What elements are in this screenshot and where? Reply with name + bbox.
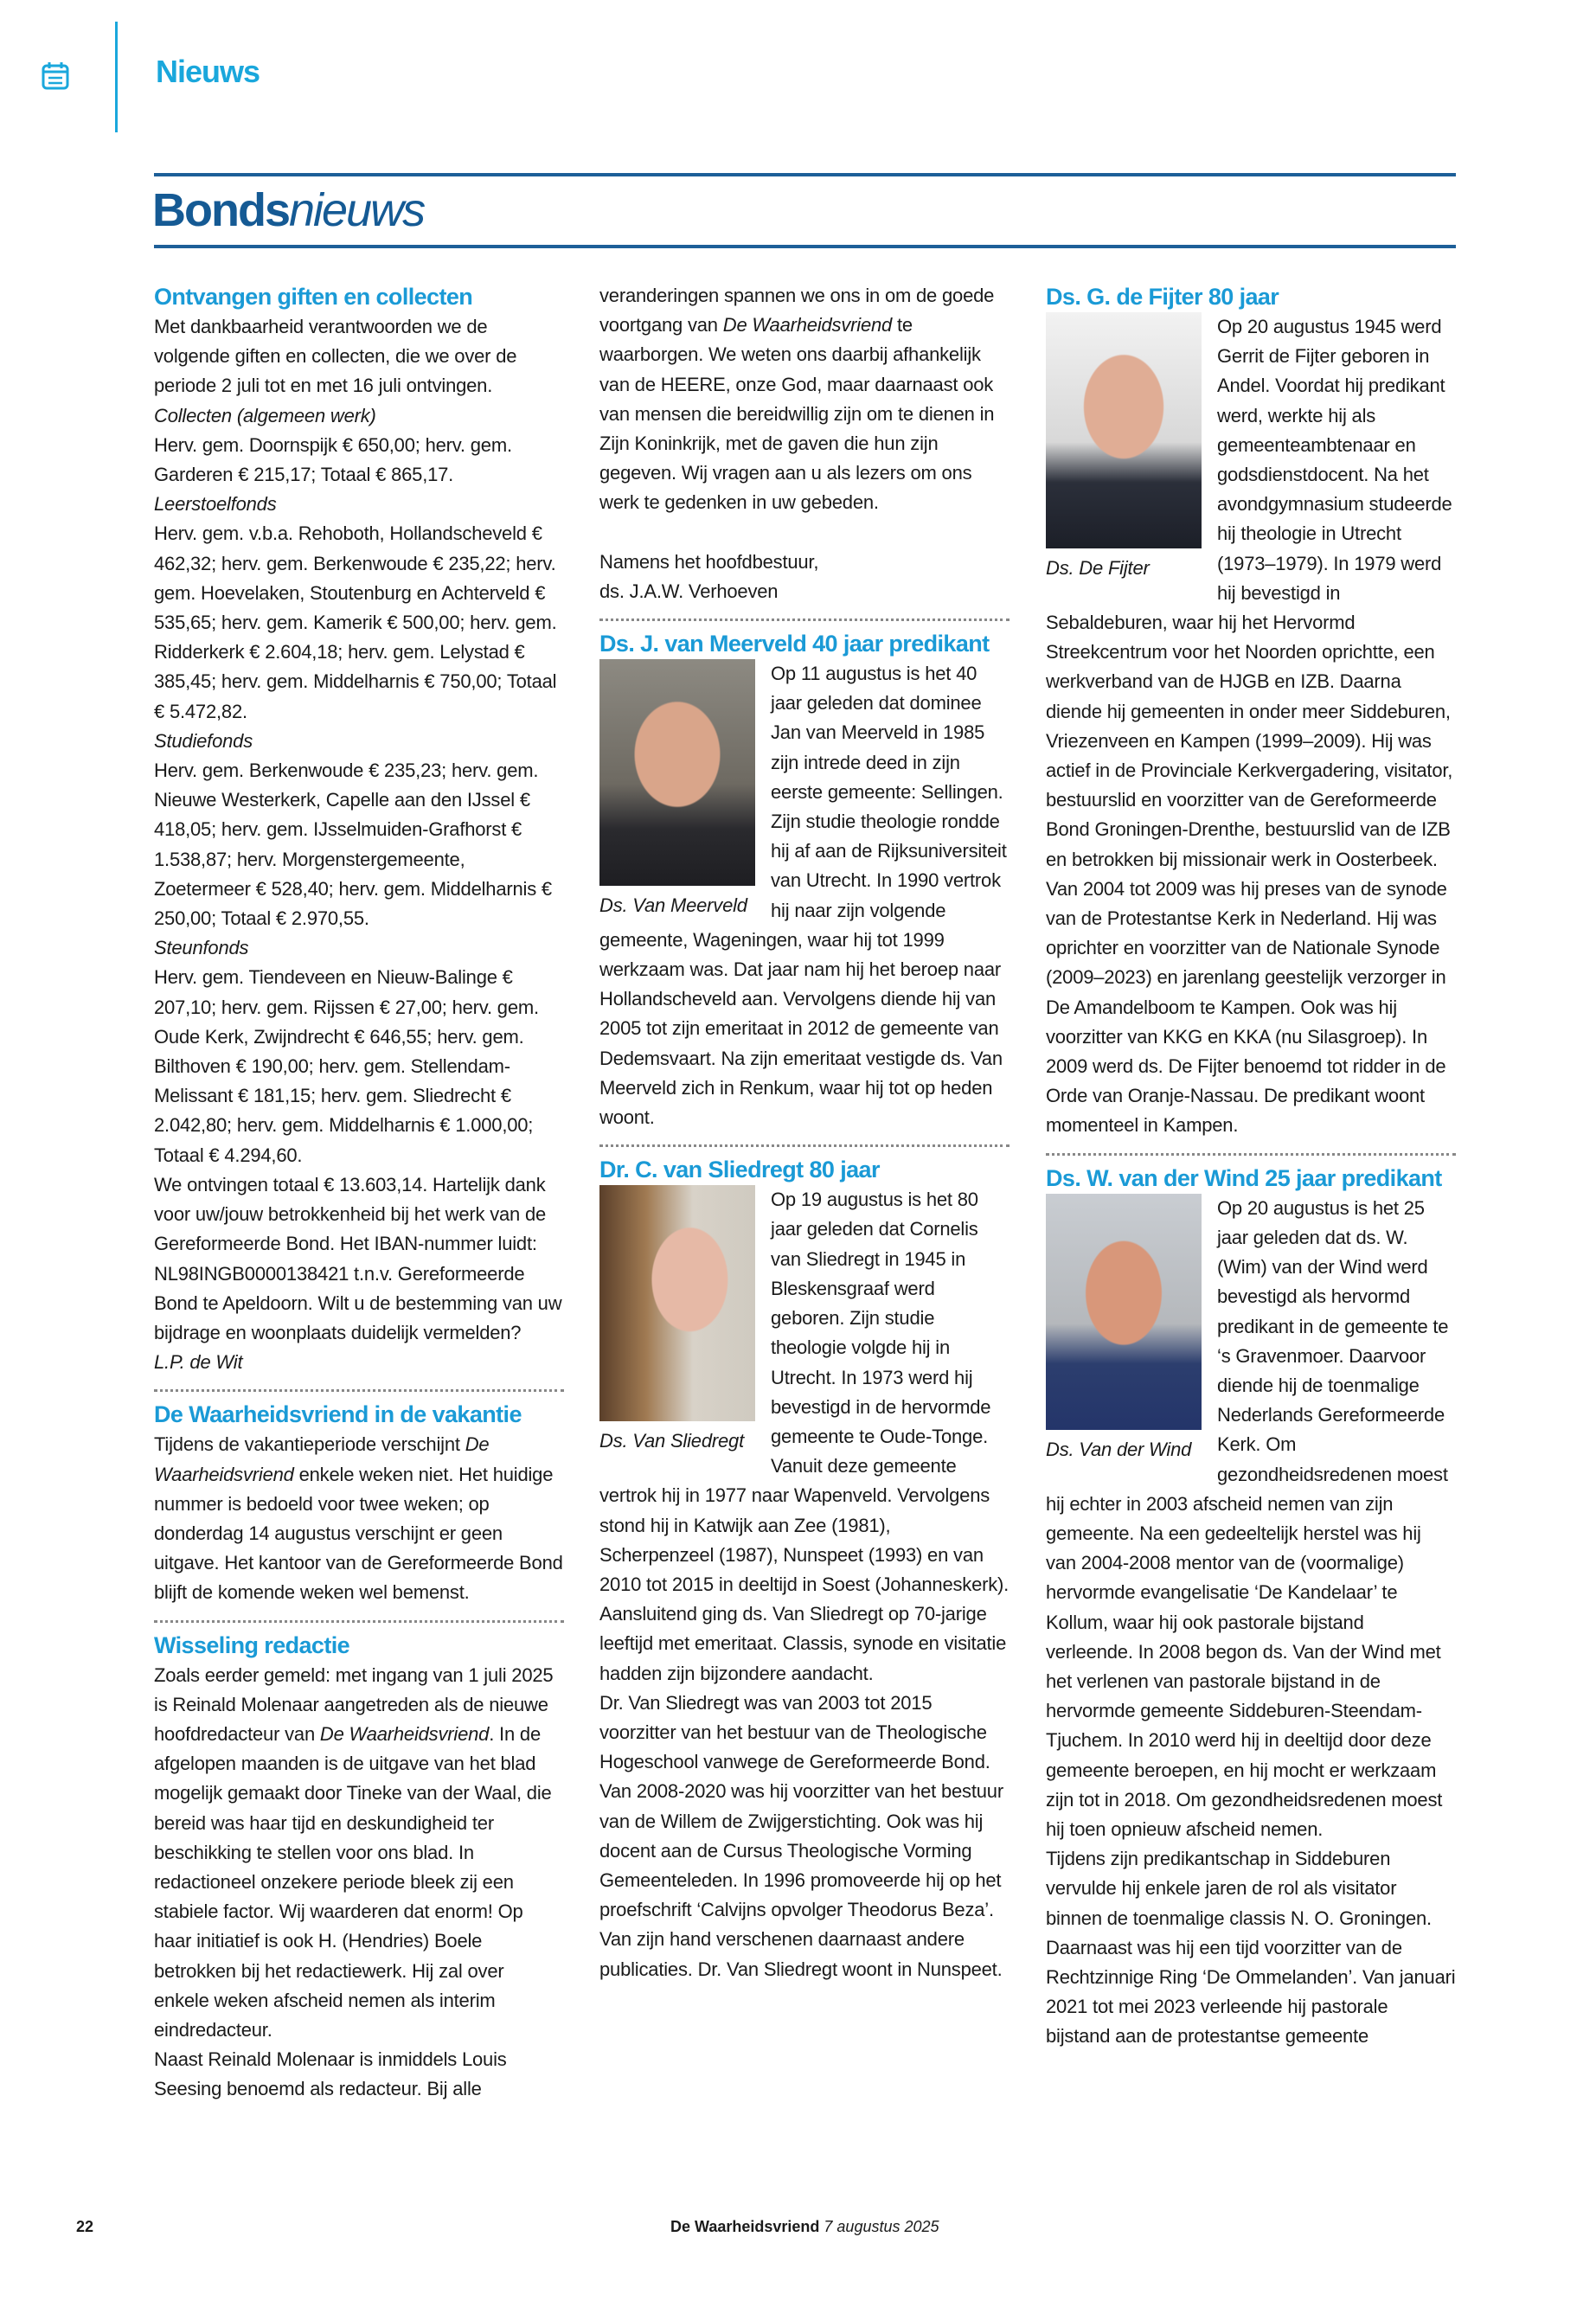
dotted-separator <box>154 1389 564 1392</box>
dotted-separator <box>599 619 1010 621</box>
page-title <box>152 183 424 237</box>
fund-text: Herv. gem. Tiendeveen en Nieuw-Balinge € 207,10; herv. gem. Rijssen € 27,00; herv. gem. Oude Kerk, Zwijndrecht € 646,55; herv. gem. Bilthoven € 190,00; herv. gem. Stellendam-Melissant € 181,15; herv. gem. Sliedrecht € 2.042,80; herv. gem. Middelharnis € 1.000,00; Totaal € 4.294,60. <box>154 966 539 1166</box>
signature: Namens het hoofdbestuur, <box>599 550 819 573</box>
fund-name: Collecten (algemeen werk) <box>154 404 376 426</box>
article-text <box>154 1430 564 1607</box>
article-text <box>154 1661 564 2046</box>
photo-caption: Ds. Van Meerveld <box>599 894 747 917</box>
article-heading: De Waarheidsvriend in de vakantie <box>154 1401 522 1428</box>
magazine-name: De Waarheidsvriend <box>319 1722 490 1745</box>
title-rule-top <box>154 173 1456 176</box>
article-heading: Dr. C. van Sliedregt 80 jaar <box>599 1157 880 1183</box>
calendar-icon <box>42 61 69 90</box>
fund-text: Herv. gem. v.b.a. Rehoboth, Hollandscheveld € 462,32; herv. gem. Berkenwoude € 235,22; herv. gem. Hoevelaken, Stoutenburg en Achterveld € 535,65; herv. gem. Kamerik € 500,00; herv. gem. Ridderkerk € 2.604,18; herv. gem. Lelystad € 385,45; herv. gem. Middelharnis € 750,00; Totaal € 5.472,82. <box>154 522 557 722</box>
column-1 <box>154 281 564 2105</box>
article-heading: Ontvangen giften en collecten <box>154 284 473 310</box>
article-heading: Wisseling redactie <box>154 1631 350 1658</box>
portrait-photo <box>599 1185 755 1421</box>
article-text: Op 19 augustus is het 80 jaar geleden dat Cornelis van Sliedregt in 1945 in Bleskensgraaf werd geboren. Zijn studie theologie volgde hij in Utrecht. In 1973 werd hij bevestigd in de hervormde gemeente te Oude-Tonge. Vanuit deze gemeente vertrok hij in 1977 naar Wapenveld. Vervolgens stond hij in Katwijk aan Zee (1981), Scherpenzeel (1987), Nunspeet (1993) en van 2010 tot 2015 in deeltijd in Soest (Johanneskerk). Aansluitend ging ds. Van Sliedregt op 70-jarige leeftijd met emeritaat. Classis, synode en visitatie hadden zijn bijzondere aandacht. <box>599 1189 1010 1684</box>
fund-name: Steunfonds <box>154 937 249 959</box>
signature: L.P. de Wit <box>154 1351 243 1374</box>
portrait-photo <box>1046 312 1202 548</box>
article-text: Op 11 augustus is het 40 jaar geleden dat dominee Jan van Meerveld in 1985 zijn intrede deed in zijn eerste gemeente: Sellingen. Zijn studie theologie rondde hij af aan de Rijksuniversiteit van Utrecht. In 1990 vertrok hij naar zijn volgende gemeente, Wageningen, waar hij tot 1999 werkzaam was. Dat jaar nam hij het beroep naar Hollandscheveld aan. Vervolgens diende hij van 2005 tot zijn emeritaat in 2012 de gemeente van Dedemsvaart. Na zijn emeritaat vestigde ds. Van Meerveld zich in Renkum, waar hij tot op heden woont. <box>599 663 1007 1129</box>
text-part: . In de afgelopen maanden is de uitgave van het blad mogelijk gemaakt door Tineke van der Waal, die bereid was haar tijd en deskundigheid ter beschikking te stellen voor ons blad. In redactioneel onzekere periode bleek zij een stabiele factor. Wij waarderen dat enorm! Op haar initiatief is ook H. (Hendries) Boele betrokken bij het redactiewerk. Hij zal over enkele weken afscheid nemen als interim eindredacteur. <box>154 1722 552 2041</box>
footer-publication <box>670 2218 939 2236</box>
article-text <box>599 281 1010 518</box>
title-bold: Bonds <box>152 184 289 236</box>
section-label: Nieuws <box>156 54 260 89</box>
text-part: enkele weken niet. Het huidige nummer is bedoeld voor twee weken; op donderdag 14 augustus verschijnt er geen uitgave. Het kantoor van de Gereformeerde Bond blijft de komende weken wel bemenst. <box>154 1463 563 1604</box>
article-text: Naast Reinald Molenaar is inmiddels Louis Seesing benoemd als redacteur. Bij alle <box>154 2048 507 2100</box>
article-text: Op 20 augustus 1945 werd Gerrit de Fijter geboren in Andel. Voordat hij predikant werd, werkte hij als gemeenteambtenaar en godsdienstdocent. Na het avondgymnasium studeerde hij theologie in Utrecht (1973–1979). In 1979 werd hij bevestigd in Sebaldeburen, waar hij het Hervormd Streekcentrum voor het Noorden oprichtte, een werkverband van de HJGB en IZB. Daarna diende hij gemeenten in onder meer Siddeburen, Vriezenveen en Kampen (1999–2009). Hij was actief in de Provinciale Kerkvergadering, visitator, bestuurslid en voorzitter van de Gereformeerde Bond Groningen-Drenthe, bestuurslid van de IZB en betrokken bij missionair werk in Oosterbeek. Van 2004 tot 2009 was hij preses van de synode van de Protestantse Kerk in Nederland. Hij was oprichter en voorzitter van de Nationale Synode (2009–2023) en jarenlang geestelijk verzorger in De Amandelboom te Kampen. Ook was hij voorzitter van KKG en KKA (nu Silasgroep). In 2009 werd ds. De Fijter benoemd tot ridder in de Orde van Oranje-Nassau. De predikant woont momenteel in Kampen. <box>1046 316 1453 1137</box>
photo-figure <box>1046 1194 1202 1465</box>
article-text: Op 20 augustus is het 25 jaar geleden dat ds. W. (Wim) van der Wind werd bevestigd als hervormd predikant in de gemeente te ‘s Gravenmoer. Daarvoor diende hij de toenmalige Nederlands Gereformeerde Kerk. Om gezondheidsredenen moest hij echter in 2003 afscheid nemen van zijn gemeente. Na een gedeeltelijk herstel was hij van 2004-2008 mentor van de (voormalige) hervormde evangelisatie ‘De Kandelaar’ te Kollum, waar hij ook pastorale bijstand verleende. In 2008 begon ds. Van der Wind met het verlenen van pastorale bijstand in de hervormde gemeente Siddeburen-Steendam-Tjuchem. In 2010 werd hij in deeltijd door deze gemeente beroepen, en hij mocht er werkzaam zijn tot in 2018. Om gezondheidsredenen moest hij toen opnieuw afscheid nemen. <box>1046 1196 1449 1840</box>
page-number: 22 <box>76 2218 94 2235</box>
text-part: Zoals eerder gemeld: met ingang van 1 juli 2025 is Reinald Molenaar aangetreden als de nieuwe hoofdredacteur van <box>154 1663 554 1745</box>
magazine-name: De Waarheidsvriend <box>722 314 893 336</box>
magazine-title: De Waarheidsvriend <box>670 2218 820 2235</box>
title-italic: nieuws <box>289 184 425 236</box>
portrait-photo <box>1046 1194 1202 1430</box>
fund-name: Studiefonds <box>154 729 253 752</box>
issue-date: 7 augustus 2025 <box>824 2218 939 2235</box>
dotted-separator <box>1046 1153 1456 1156</box>
photo-caption: Ds. De Fijter <box>1046 557 1150 579</box>
text-part: te waarborgen. We weten ons daarbij afhankelijk van de HEERE, onze God, maar daarnaast ook van mensen die bereidwillig zijn om te dienen in Zijn Koninkrijk, met de gaven die hun zijn gegeven. Wij vragen aan u als lezers om ons werk te gedenken in uw gebeden. <box>599 314 995 514</box>
article-text: We ontvingen totaal € 13.603,14. Hartelijk dank voor uw/jouw betrokkenheid bij het werk van de Gereformeerde Bond. Het IBAN-nummer luidt: NL98INGB0000138421 t.n.v. Gereformeerde Bond te Apeldoorn. Wilt u de bestemming van uw bijdrage en woonplaats duidelijk vermelden? <box>154 1173 562 1343</box>
photo-figure <box>599 659 755 920</box>
column-2 <box>599 281 1010 1984</box>
text-part: Tijdens de vakantieperiode verschijnt <box>154 1433 465 1456</box>
title-rule-bottom <box>154 245 1456 248</box>
fund-text: Herv. gem. Doornspijk € 650,00; herv. gem. Garderen € 215,17; Totaal € 865,17. <box>154 433 512 486</box>
fund-name: Leerstoelfonds <box>154 493 277 516</box>
dotted-separator <box>599 1144 1010 1147</box>
fund-text: Herv. gem. Berkenwoude € 235,23; herv. gem. Nieuwe Westerkerk, Capelle aan den IJssel € 418,05; herv. gem. IJsselmuiden-Grafhorst € 1.538,87; herv. Morgenstergemeente, Zoetermeer € 528,40; herv. gem. Middelharnis € 250,00; Totaal € 2.970,55. <box>154 760 552 930</box>
text-part: veranderingen spannen we ons in om de goede voortgang van <box>599 285 995 336</box>
dotted-separator <box>154 1620 564 1623</box>
portrait-photo <box>599 659 755 886</box>
magazine-name: De Waarheidsvriend <box>154 1433 490 1485</box>
photo-figure <box>1046 312 1202 583</box>
article-heading: Ds. W. van der Wind 25 jaar predikant <box>1046 1164 1442 1191</box>
column-3 <box>1046 281 1456 2052</box>
article-heading: Ds. J. van Meerveld 40 jaar predikant <box>599 631 990 657</box>
article-text: Tijdens zijn predikantschap in Siddeburen vervulde hij enkele jaren de rol als visitator binnen de toenmalige classis N. O. Groningen. Daarnaast was hij een tijd voorzitter van de Rechtzinnige Ring ‘De Ommelanden’. Van januari 2021 tot mei 2023 verleende hij pastorale bijstand aan de protestantse gemeente <box>1046 1848 1456 2048</box>
article-text: Met dankbaarheid verantwoorden we de volgende giften en collecten, die we over de periode 2 juli tot en met 16 juli ontvingen. <box>154 316 517 397</box>
photo-caption: Ds. Van Sliedregt <box>599 1430 744 1452</box>
photo-caption: Ds. Van der Wind <box>1046 1438 1192 1460</box>
article-text: Dr. Van Sliedregt was van 2003 tot 2015 voorzitter van het bestuur van de Theologische Hogeschool vanwege de Gereformeerde Bond. Van 2008-2020 was hij voorzitter van het bestuur van de Willem de Zwijgerstichting. Ook was hij docent aan de Cursus Theologische Vorming Gemeenteleden. In 1996 promoveerde hij op het proefschrift ‘Calvijns opvolger Theodorus Beza’. Van zijn hand verschenen daarnaast andere publicaties. Dr. Van Sliedregt woont in Nunspeet. <box>599 1691 1003 1980</box>
signature: ds. J.A.W. Verhoeven <box>599 580 779 602</box>
photo-figure <box>599 1185 755 1456</box>
article-heading: Ds. G. de Fijter 80 jaar <box>1046 284 1279 310</box>
header-divider <box>115 22 118 132</box>
